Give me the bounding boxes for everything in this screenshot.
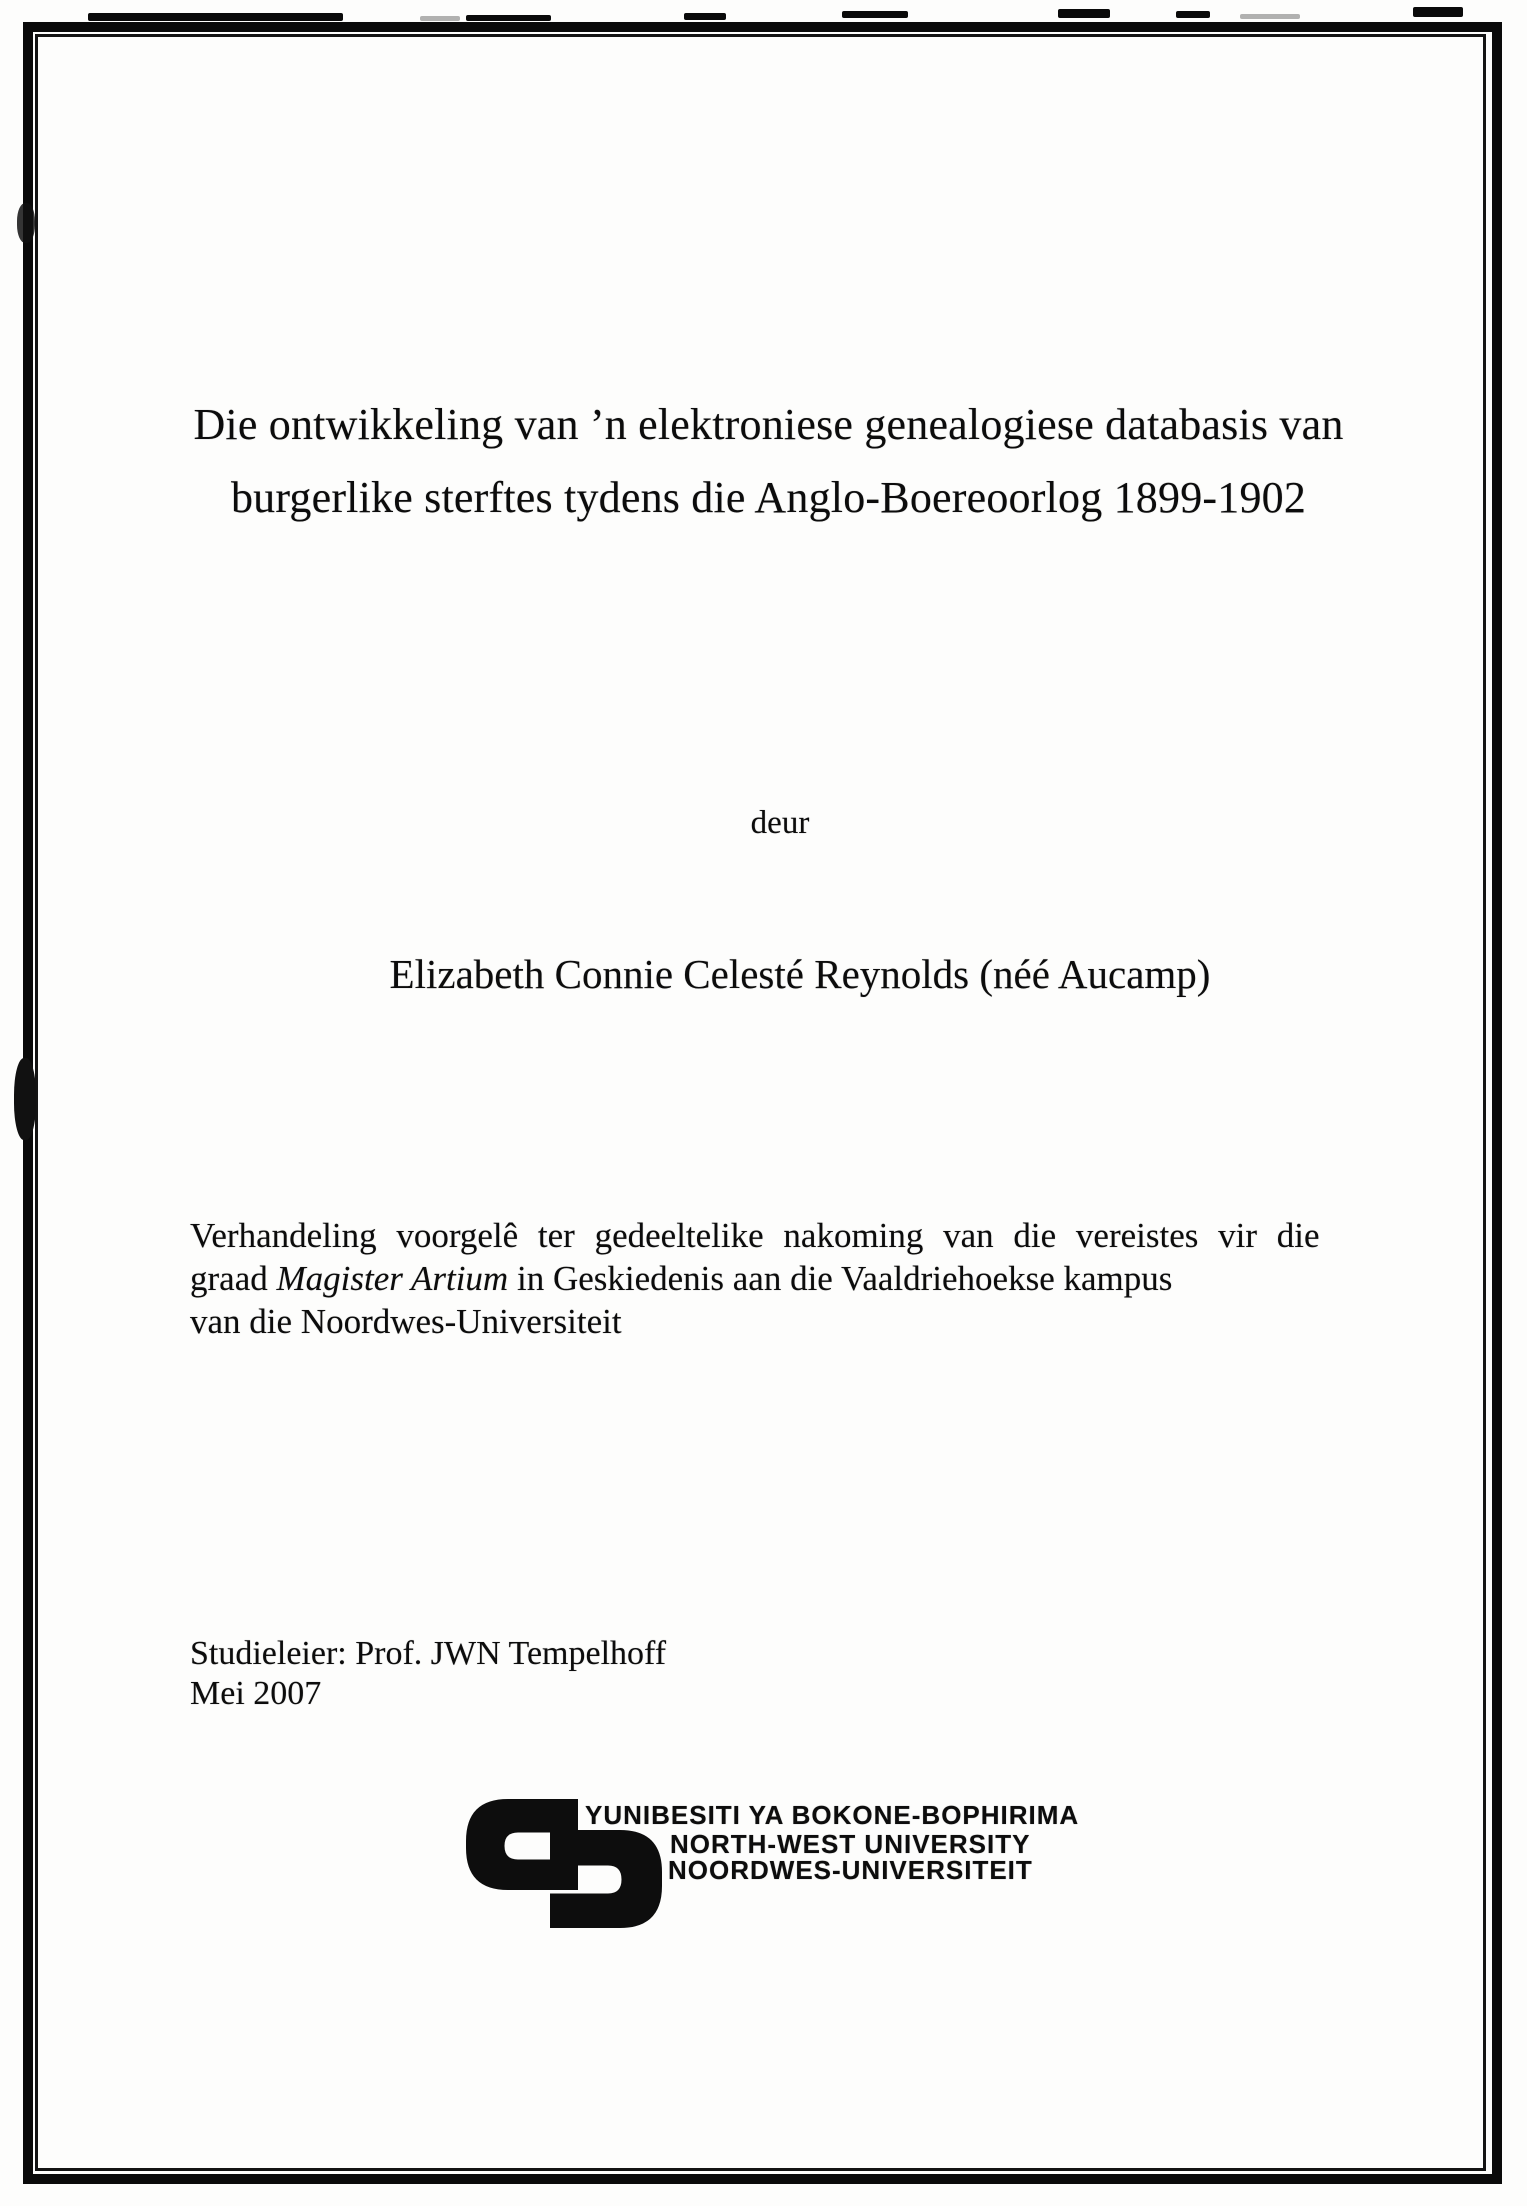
degree-statement [190,1214,1347,1343]
degree-statement-line2 [190,1257,1347,1300]
thesis-title-line1: Die ontwikkeling van ’n elektroniese genealogiese databasis van [193,400,1344,449]
scan-artifact [1240,14,1300,19]
supervisor-block [190,1634,666,1714]
supervisor-line: Studieleier: Prof. JWN Tempelhoff [190,1635,667,1672]
scan-artifact [842,11,908,18]
date-line: Mei 2007 [190,1675,322,1712]
scan-artifact [684,13,726,20]
scan-artifact [88,13,343,21]
degree-name-italic: Magister Artium [276,1259,509,1298]
university-name-english: NORTH-WEST UNIVERSITY [670,1829,1031,1859]
degree-statement-line1: Verhandeling voorgelê ter gedeeltelike nakoming van die vereistes vir die [190,1216,1320,1255]
scan-artifact [1413,7,1463,17]
scan-artifact [14,1058,36,1140]
university-name-afrikaans: NOORDWES-UNIVERSITEIT [668,1855,1033,1885]
scan-artifact [420,16,460,21]
thesis-title [190,388,1347,534]
author-name: Elizabeth Connie Celesté Reynolds (néé Aucamp) [389,951,1211,997]
thesis-title-line2: burgerlike sterftes tydens die Anglo-Boereoorlog 1899-1902 [230,473,1307,522]
university-name-setswana: YUNIBESITI YA BOKONE-BOPHIRIMA [585,1800,1080,1830]
degree-statement-line2-prefix: graad [190,1259,277,1298]
scan-artifact [1176,11,1210,18]
degree-statement-line3: van die Noordwes-Universiteit [190,1302,622,1341]
scan-artifact [17,203,35,243]
byline-deur: deur [750,805,810,841]
scan-artifact [466,15,551,21]
scan-artifact [1058,9,1110,18]
degree-statement-line2-suffix: in Geskiedenis aan die Vaaldriehoekse kampus [508,1259,1173,1298]
